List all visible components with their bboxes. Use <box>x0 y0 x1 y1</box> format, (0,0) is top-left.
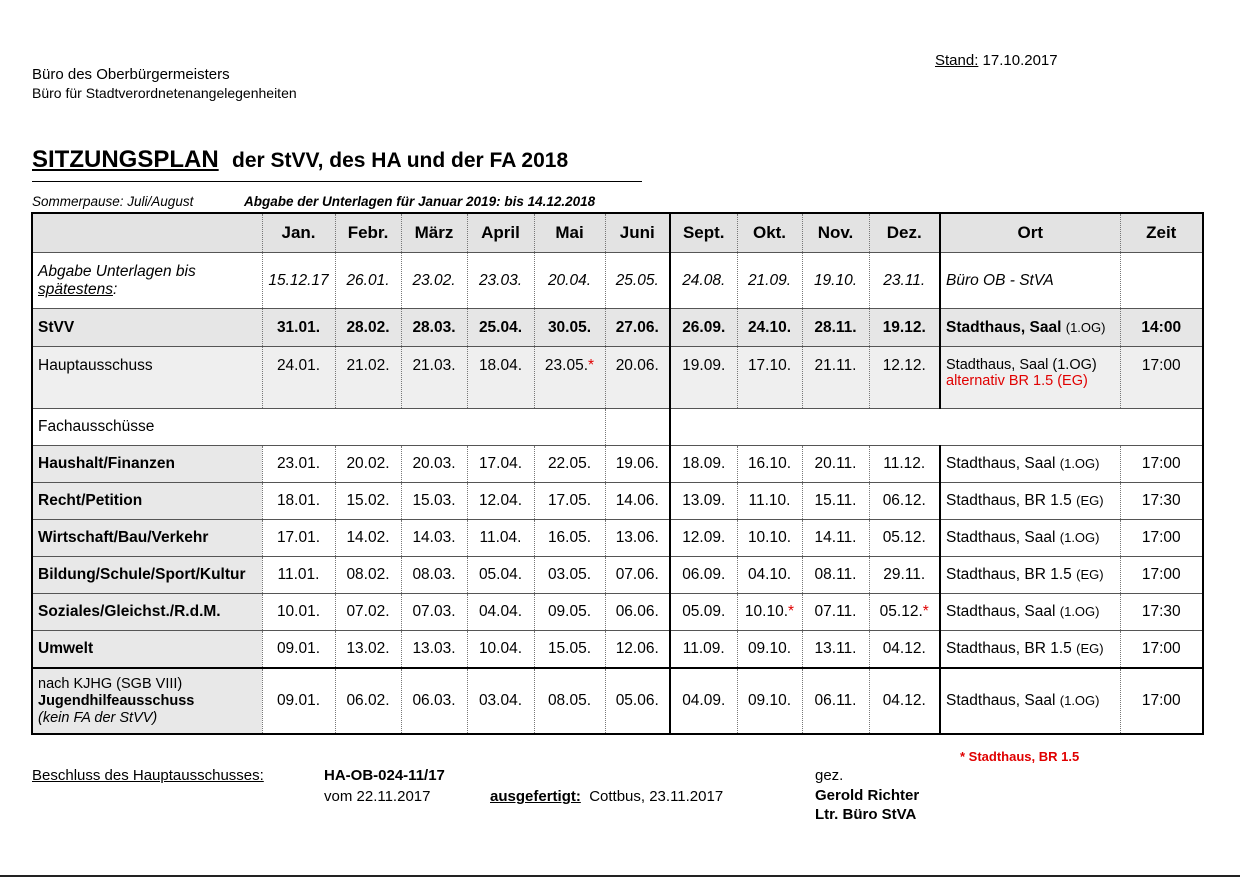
ort-cell <box>940 668 1120 734</box>
date-cell: 14.03. <box>401 520 467 557</box>
date-cell: 11.09. <box>670 631 737 669</box>
date-cell: 20.03. <box>401 446 467 483</box>
zeit-cell <box>1120 253 1203 309</box>
date-cell: 14.02. <box>335 520 401 557</box>
date-cell: 12.06. <box>605 631 670 669</box>
date-cell: 15.12.17 <box>262 253 335 309</box>
ort-floor: (1.OG) <box>1065 319 1106 335</box>
date-cell: 17.04. <box>467 446 534 483</box>
ort-main: Stadthaus, Saal <box>946 455 1056 472</box>
date-cell: 16.10. <box>737 446 802 483</box>
date-cell: 15.03. <box>401 483 467 520</box>
ort-main: Stadthaus, BR 1.5 <box>946 492 1072 509</box>
date-cell: 08.11. <box>802 557 869 594</box>
date-cell: 03.04. <box>467 668 534 734</box>
ort-cell <box>940 309 1120 347</box>
jugendhilfe-row <box>32 668 1203 734</box>
zeit-cell: 17:00 <box>1120 557 1203 594</box>
date-cell: 06.12. <box>869 483 940 520</box>
corner-cell <box>32 213 262 253</box>
zeit-cell: 17:00 <box>1120 520 1203 557</box>
month-header: Juni <box>605 213 670 253</box>
date-cell: 15.11. <box>802 483 869 520</box>
bottom-divider <box>0 875 1240 877</box>
date-cell: 06.03. <box>401 668 467 734</box>
ort-header: Ort <box>940 213 1120 253</box>
committee-name: Wirtschaft/Bau/Verkehr <box>32 520 262 557</box>
date-cell: 26.01. <box>335 253 401 309</box>
committee-row <box>32 594 1203 631</box>
ort-cell <box>940 631 1120 669</box>
date-cell: 11.01. <box>262 557 335 594</box>
date-cell: 29.11. <box>869 557 940 594</box>
month-header: März <box>401 213 467 253</box>
date-cell <box>534 347 605 409</box>
date-cell: 06.02. <box>335 668 401 734</box>
jhg-label-line1: nach KJHG (SGB VIII) <box>38 675 183 692</box>
month-header: Dez. <box>869 213 940 253</box>
signer-role: Ltr. Büro StVA <box>815 806 917 823</box>
jhg-label-line3: (kein FA der StVV) <box>38 709 158 726</box>
asterisk-mark: * <box>788 603 795 620</box>
date-value: 05.12. <box>879 603 923 620</box>
row-label: Hauptausschuss <box>32 347 262 409</box>
date-cell: 26.09. <box>670 309 737 347</box>
date-cell: 04.04. <box>467 594 534 631</box>
committee-name: Haushalt/Finanzen <box>32 446 262 483</box>
date-cell: 21.11. <box>802 347 869 409</box>
committee-name: Soziales/Gleichst./R.d.M. <box>32 594 262 631</box>
committee-row <box>32 557 1203 594</box>
date-cell: 18.09. <box>670 446 737 483</box>
header-row <box>32 213 1203 253</box>
ausgefertigt-value: Cottbus, 23.11.2017 <box>589 788 724 805</box>
committee-row <box>32 483 1203 520</box>
date-cell: 14.11. <box>802 520 869 557</box>
date-cell: 24.08. <box>670 253 737 309</box>
abgabe-label-line2: spätestens <box>38 280 113 298</box>
date-cell: 05.04. <box>467 557 534 594</box>
jhg-label-line2: Jugendhilfeausschuss <box>38 692 195 709</box>
committee-row <box>32 446 1203 483</box>
zeit-cell: 17:00 <box>1120 446 1203 483</box>
date-value: 10.10. <box>744 603 789 620</box>
date-cell: 27.06. <box>605 309 670 347</box>
ort-cell <box>940 557 1120 594</box>
date-cell: 24.10. <box>737 309 802 347</box>
date-cell: 25.05. <box>605 253 670 309</box>
date-cell: 28.02. <box>335 309 401 347</box>
date-cell: 08.02. <box>335 557 401 594</box>
date-cell: 09.10. <box>737 668 802 734</box>
date-cell: 19.10. <box>802 253 869 309</box>
zeit-header: Zeit <box>1120 213 1203 253</box>
date-cell: 31.01. <box>262 309 335 347</box>
date-cell: 19.09. <box>670 347 737 409</box>
committee-name: Umwelt <box>32 631 262 669</box>
ort-cell: Büro OB - StVA <box>940 253 1120 309</box>
date-cell: 21.09. <box>737 253 802 309</box>
month-header: Okt. <box>737 213 802 253</box>
month-header: Sept. <box>670 213 737 253</box>
asterisk-mark: * <box>922 603 929 620</box>
row-label <box>32 668 262 734</box>
date-cell: 13.06. <box>605 520 670 557</box>
section-label: Fachausschüsse <box>32 409 605 446</box>
ort-cell <box>940 520 1120 557</box>
date-cell: 11.10. <box>737 483 802 520</box>
abgabe-label-colon: : <box>112 280 118 298</box>
date-cell: 10.10. <box>737 520 802 557</box>
beschluss-label: Beschluss des Hauptausschusses: <box>32 767 264 784</box>
date-cell: 12.09. <box>670 520 737 557</box>
date-cell: 15.02. <box>335 483 401 520</box>
date-cell: 03.05. <box>534 557 605 594</box>
title-underline <box>32 181 642 182</box>
date-cell: 05.06. <box>605 668 670 734</box>
date-cell: 09.05. <box>534 594 605 631</box>
date-cell: 07.06. <box>605 557 670 594</box>
date-cell: 05.12. <box>869 520 940 557</box>
ort-cell <box>940 446 1120 483</box>
ort-main: Stadthaus, Saal <box>946 692 1056 709</box>
date-cell: 09.01. <box>262 631 335 669</box>
date-cell: 23.11. <box>869 253 940 309</box>
date-cell: 04.12. <box>869 631 940 669</box>
ort-cell <box>940 347 1120 409</box>
date-cell: 25.04. <box>467 309 534 347</box>
zeit-cell: 17:00 <box>1120 347 1203 409</box>
date-cell: 21.03. <box>401 347 467 409</box>
asterisk-mark: * <box>588 357 595 374</box>
date-cell: 20.04. <box>534 253 605 309</box>
date-cell: 08.05. <box>534 668 605 734</box>
ort-main: Stadthaus, Saal (1.OG) <box>946 357 1097 373</box>
date-cell: 13.09. <box>670 483 737 520</box>
date-cell: 23.03. <box>467 253 534 309</box>
ort-floor: (EG) <box>1076 493 1104 508</box>
date-cell: 18.01. <box>262 483 335 520</box>
ort-cell <box>940 594 1120 631</box>
ort-main: Stadthaus, Saal <box>946 318 1062 336</box>
zeit-cell: 14:00 <box>1120 309 1203 347</box>
date-cell <box>869 594 940 631</box>
ort-floor: (1.OG) <box>1059 604 1100 619</box>
ort-floor: (EG) <box>1076 641 1104 656</box>
row-label: StVV <box>32 309 262 347</box>
schedule-table <box>31 212 1204 735</box>
date-cell: 07.11. <box>802 594 869 631</box>
ausgefertigt <box>490 788 723 805</box>
date-cell: 22.05. <box>534 446 605 483</box>
office-name: Büro des Oberbürgermeisters <box>32 66 230 83</box>
date-cell: 04.10. <box>737 557 802 594</box>
ort-alternative: alternativ BR 1.5 (EG) <box>946 373 1088 389</box>
title-rest: der StVV, des HA und der FA 2018 <box>232 149 569 172</box>
zeit-cell: 17:30 <box>1120 483 1203 520</box>
date-cell: 28.03. <box>401 309 467 347</box>
date-cell: 30.05. <box>534 309 605 347</box>
date-cell: 18.04. <box>467 347 534 409</box>
signer-name: Gerold Richter <box>815 787 920 804</box>
date-cell: 19.12. <box>869 309 940 347</box>
date-cell: 20.06. <box>605 347 670 409</box>
date-cell: 23.02. <box>401 253 467 309</box>
date-cell: 07.03. <box>401 594 467 631</box>
date-cell: 28.11. <box>802 309 869 347</box>
empty-cell <box>670 409 1203 446</box>
ort-floor: (EG) <box>1076 567 1104 582</box>
date-cell: 06.06. <box>605 594 670 631</box>
date-cell: 12.12. <box>869 347 940 409</box>
date-cell: 17.01. <box>262 520 335 557</box>
committee-row <box>32 631 1203 669</box>
office-subname: Büro für Stadtverordnetenangelegenheiten <box>32 85 297 101</box>
date-cell: 19.06. <box>605 446 670 483</box>
month-header: April <box>467 213 534 253</box>
date-cell: 10.01. <box>262 594 335 631</box>
ort-main: Stadthaus, Saal <box>946 603 1056 620</box>
empty-cell <box>605 409 670 446</box>
date-cell: 16.05. <box>534 520 605 557</box>
fachausschuesse-row <box>32 409 1203 446</box>
date-cell: 20.02. <box>335 446 401 483</box>
ort-floor: (1.OG) <box>1059 456 1100 471</box>
zeit-cell: 17:00 <box>1120 631 1203 669</box>
beschluss-code: HA-OB-024-11/17 <box>324 767 445 784</box>
date-cell: 10.04. <box>467 631 534 669</box>
month-header: Febr. <box>335 213 401 253</box>
date-cell: 05.09. <box>670 594 737 631</box>
beschluss-date: vom 22.11.2017 <box>324 788 431 805</box>
date-cell: 13.03. <box>401 631 467 669</box>
month-header: Nov. <box>802 213 869 253</box>
zeit-cell: 17:30 <box>1120 594 1203 631</box>
ort-floor: (1.OG) <box>1059 693 1100 708</box>
hauptausschuss-row <box>32 347 1203 409</box>
ort-cell <box>940 483 1120 520</box>
abgabe-note: Abgabe der Unterlagen für Januar 2019: bis 14.12.2018 <box>244 194 596 209</box>
abgabe-row <box>32 253 1203 309</box>
date-cell: 17.05. <box>534 483 605 520</box>
ort-main: Stadthaus, Saal <box>946 529 1056 546</box>
date-cell: 08.03. <box>401 557 467 594</box>
date-cell: 21.02. <box>335 347 401 409</box>
date-cell: 15.05. <box>534 631 605 669</box>
date-cell: 11.12. <box>869 446 940 483</box>
month-header: Mai <box>534 213 605 253</box>
title-main: SITZUNGSPLAN <box>32 146 219 173</box>
ort-main: Stadthaus, BR 1.5 <box>946 566 1072 583</box>
ort-main: Stadthaus, BR 1.5 <box>946 640 1072 657</box>
date-cell: 11.04. <box>467 520 534 557</box>
ort-floor: (1.OG) <box>1059 530 1100 545</box>
month-header: Jan. <box>262 213 335 253</box>
zeit-cell: 17:00 <box>1120 668 1203 734</box>
gez-label: gez. <box>815 767 844 784</box>
asterisk-note: * Stadthaus, BR 1.5 <box>960 749 1080 764</box>
stand-date <box>935 52 1058 69</box>
date-cell: 20.11. <box>802 446 869 483</box>
committee-name: Recht/Petition <box>32 483 262 520</box>
date-cell: 04.09. <box>670 668 737 734</box>
date-cell: 06.09. <box>670 557 737 594</box>
date-cell: 04.12. <box>869 668 940 734</box>
committee-row <box>32 520 1203 557</box>
page-title <box>32 146 568 174</box>
date-cell: 14.06. <box>605 483 670 520</box>
date-cell: 17.10. <box>737 347 802 409</box>
date-cell: 09.10. <box>737 631 802 669</box>
date-cell: 09.01. <box>262 668 335 734</box>
date-cell: 13.11. <box>802 631 869 669</box>
date-cell <box>737 594 802 631</box>
date-cell: 24.01. <box>262 347 335 409</box>
ausgefertigt-label: ausgefertigt: <box>490 788 581 805</box>
committee-name: Bildung/Schule/Sport/Kultur <box>32 557 262 594</box>
date-cell: 06.11. <box>802 668 869 734</box>
row-label <box>32 253 262 309</box>
date-cell: 07.02. <box>335 594 401 631</box>
stand-value: 17.10.2017 <box>982 52 1058 69</box>
abgabe-label-line1: Abgabe Unterlagen bis <box>38 262 196 280</box>
stvv-row <box>32 309 1203 347</box>
date-cell: 13.02. <box>335 631 401 669</box>
date-cell: 23.01. <box>262 446 335 483</box>
date-cell: 12.04. <box>467 483 534 520</box>
sommerpause-note: Sommerpause: Juli/August <box>32 194 194 209</box>
date-value: 23.05. <box>544 357 589 374</box>
stand-label: Stand: <box>935 52 979 69</box>
